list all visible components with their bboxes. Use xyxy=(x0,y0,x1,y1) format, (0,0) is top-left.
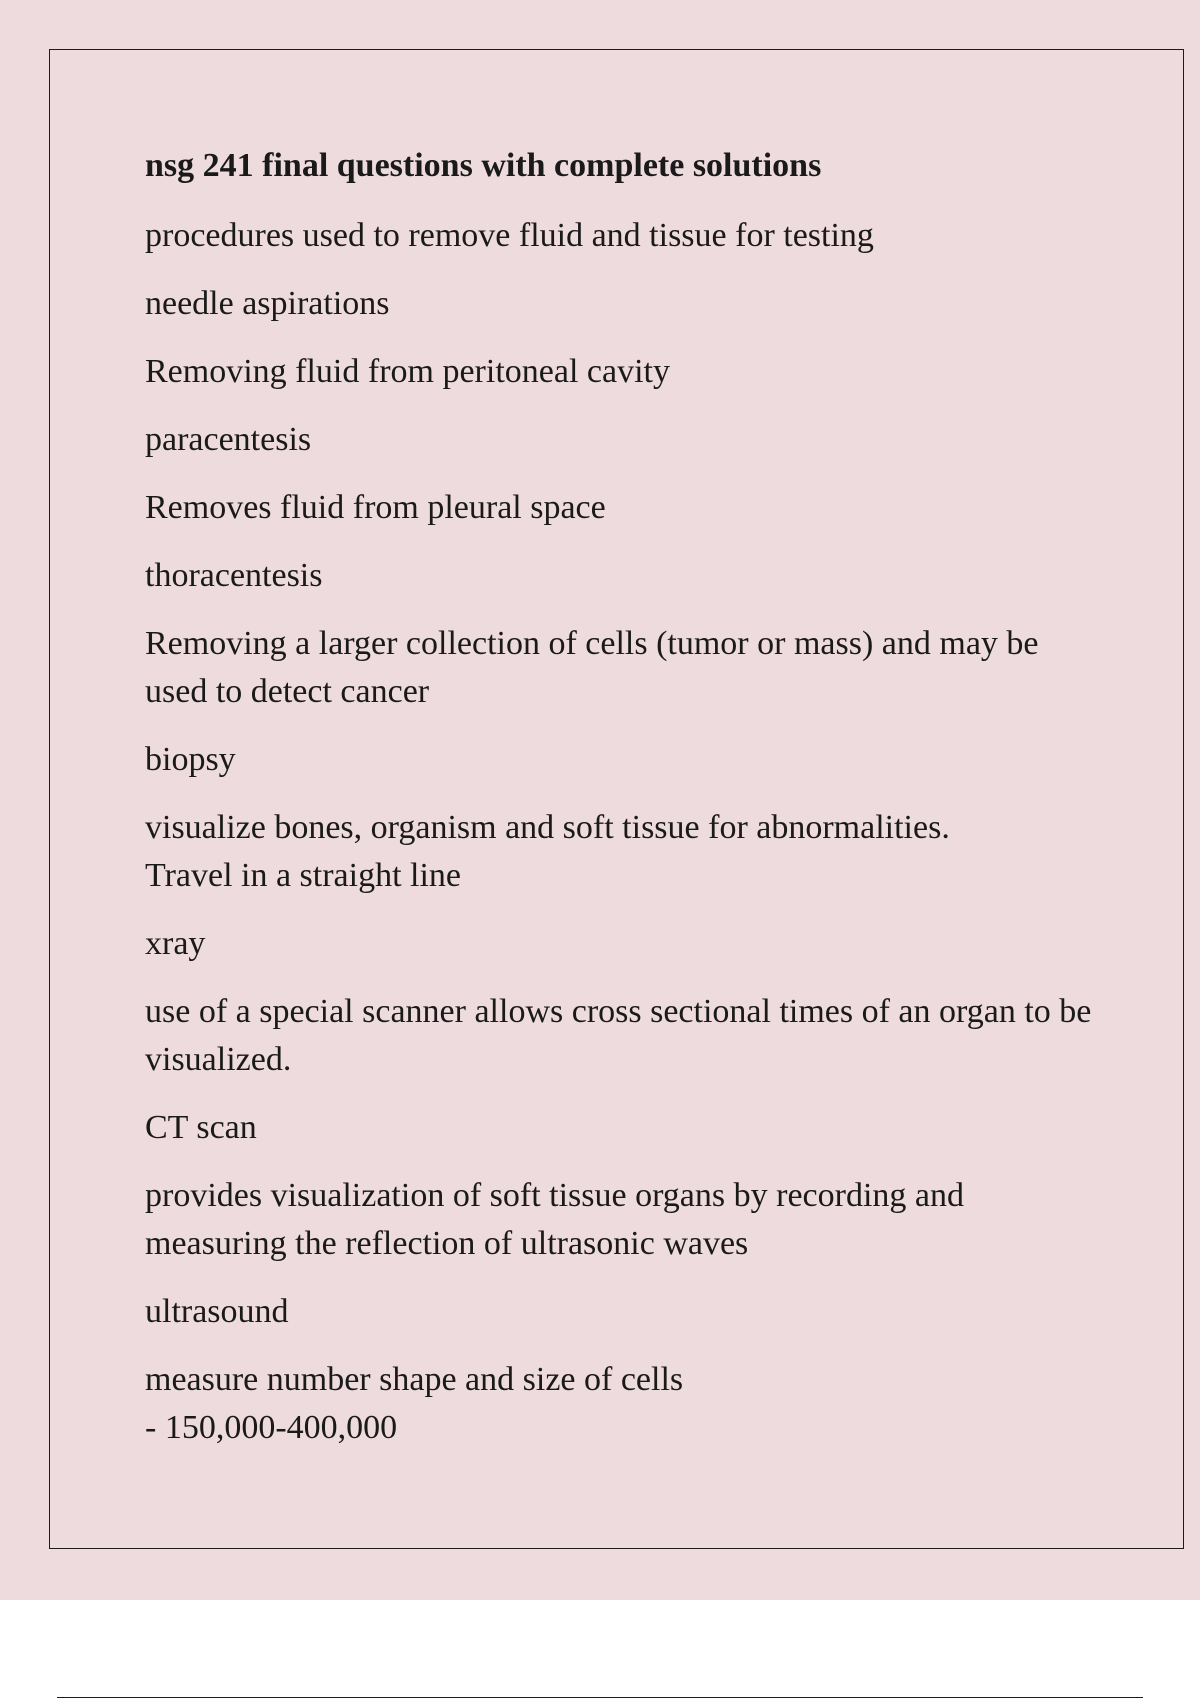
footer-divider xyxy=(57,1697,1143,1698)
answer-text: xray xyxy=(145,925,206,962)
question-text: provides visualization of soft tissue organs by recording and measuring the reflection of ultrasonic waves xyxy=(145,1177,964,1262)
answer-text: paracentesis xyxy=(145,421,312,458)
document-content xyxy=(145,144,1095,1472)
question-text: Removing fluid from peritoneal cavity xyxy=(145,353,670,390)
document-title: nsg 241 final questions with complete solutions xyxy=(145,147,822,184)
question-text: use of a special scanner allows cross sectional times of an organ to be visualized. xyxy=(145,993,1092,1078)
question-text: procedures used to remove fluid and tissue for testing xyxy=(145,217,874,254)
question-text: visualize bones, organism and soft tissue for abnormalities. Travel in a straight line xyxy=(145,809,950,894)
answer-text: thoracentesis xyxy=(145,557,323,594)
answer-text: needle aspirations xyxy=(145,285,390,322)
question-text: measure number shape and size of cells - 150,000-400,000 xyxy=(145,1361,684,1446)
question-text: Removing a larger collection of cells (tumor or mass) and may be used to detect cancer xyxy=(145,625,1039,710)
answer-text: ultrasound xyxy=(145,1293,289,1330)
question-text: Removes fluid from pleural space xyxy=(145,489,606,526)
answer-text: CT scan xyxy=(145,1109,257,1146)
answer-text: biopsy xyxy=(145,741,236,778)
